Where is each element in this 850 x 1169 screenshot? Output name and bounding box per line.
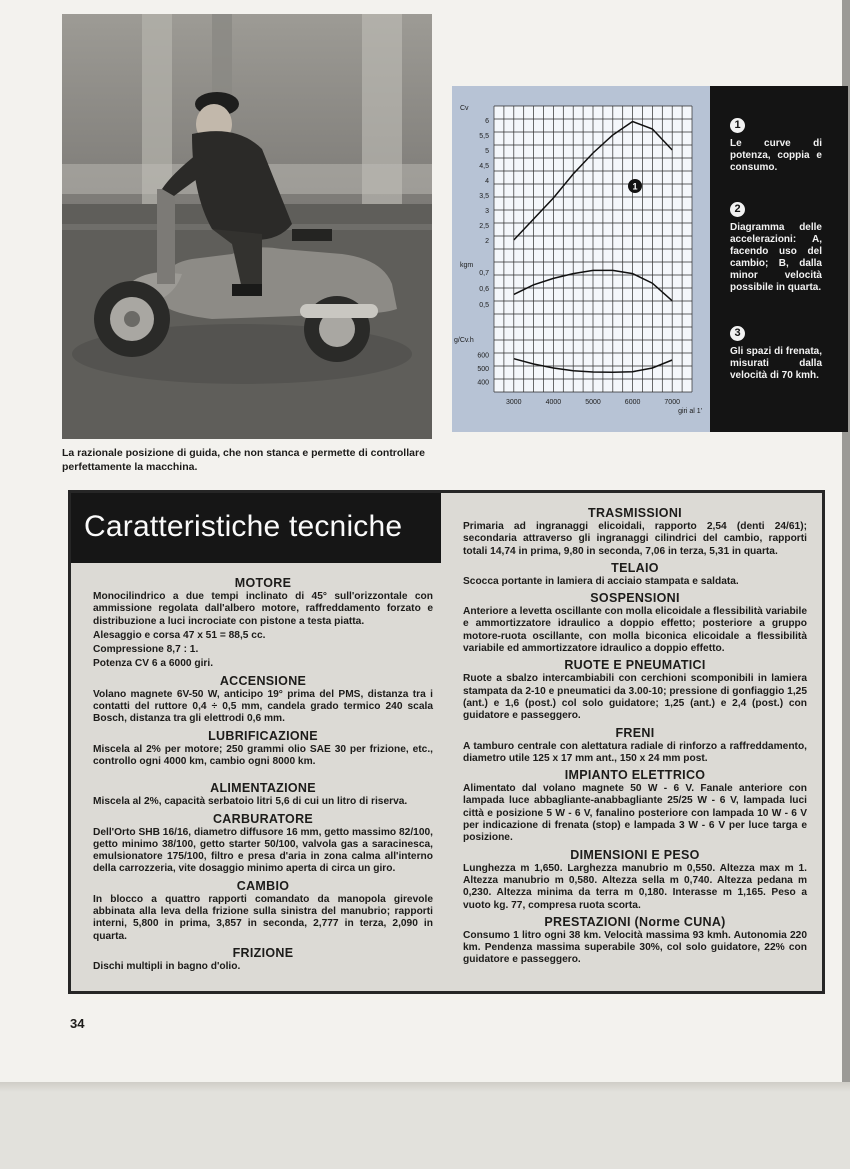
y-tick-label: 4,5 xyxy=(479,163,489,170)
telaio-text: Scocca portante in lamiera di acciaio stampata e saldata. xyxy=(463,575,739,587)
section-heading-freni: FRENI xyxy=(615,725,655,740)
frizione-text: Dischi multipli in bagno d'olio. xyxy=(93,960,241,972)
alimentazione-text: Miscela al 2%, capacità serbatoio litri 5,6 di cui un litro di riserva. xyxy=(93,796,408,808)
curve-marker-label: 1 xyxy=(632,181,638,192)
specs-right-column xyxy=(463,503,807,969)
y-tick-label: 400 xyxy=(477,379,489,387)
note-text: Diagramma delle accelerazioni: A, facendo uso del cambio; B, dalla minor velocità possibile in quarta. xyxy=(730,222,822,293)
section-heading-sospensioni: SOSPENSIONI xyxy=(590,591,680,606)
y-tick-label: 5,5 xyxy=(479,133,489,140)
section-heading-prestazioni: PRESTAZIONI (Norme CUNA) xyxy=(544,914,726,929)
note-2 xyxy=(730,202,822,294)
specs-left-column xyxy=(93,573,433,975)
y-axis-label: Cv xyxy=(460,105,469,112)
specs-title: Caratteristiche tecniche xyxy=(84,510,403,543)
lubrificazione-text: Miscela al 2% per motore; 250 grammi olio SAE 30 per frizione, etc., controllo ogni 4000 km, cambio ogni 8000 km. xyxy=(93,743,433,767)
notes-panel xyxy=(710,86,848,432)
section-heading-frizione: FRIZIONE xyxy=(232,945,294,960)
freni-text: A tamburo centrale con alettatura radiale di rinforzo a raffreddamento, diametro utile 125 x 17 mm ant., 150 x 24 mm post. xyxy=(463,740,807,764)
section-heading-dimensioni: DIMENSIONI E PESO xyxy=(570,847,700,862)
motore-compressione: Compressione 8,7 : 1. xyxy=(93,644,199,656)
section-heading-accensione: ACCENSIONE xyxy=(219,673,307,688)
motore-potenza: Potenza CV 6 a 6000 giri. xyxy=(93,658,214,670)
x-tick-label: 7000 xyxy=(664,399,680,406)
y-axis-label: kgm xyxy=(460,262,474,269)
y-tick-label: 4 xyxy=(485,178,489,185)
y-tick-label: 0,7 xyxy=(479,270,489,277)
y-tick-label: 0,5 xyxy=(479,302,489,309)
section-heading-ruote: RUOTE E PNEUMATICI xyxy=(564,658,706,673)
specs-title-bar xyxy=(71,493,441,563)
impianto-text: Alimentato dal volano magnete 50 W - 6 V. Fanale anteriore con lampada luce abbagliante-anabbagliante 25/25 W - 6 V, lampada luci città e posizione 5 W - 6 V, fanalino posteriore con lampada 10 W - 6 V per indicazione di frenata (stop) e lampada 3 W - 6 V per luce targa e posizione. xyxy=(463,783,807,844)
section-heading-cambio: CAMBIO xyxy=(236,878,290,893)
specs-box xyxy=(68,490,825,994)
y-tick-label: 6 xyxy=(485,118,489,125)
y-axis-label: g/Cv.h xyxy=(454,337,474,344)
x-tick-label: 4000 xyxy=(545,399,562,406)
page-number: 34 xyxy=(70,1016,85,1031)
y-tick-label: 3 xyxy=(485,208,489,215)
y-tick-label: 600 xyxy=(477,352,489,360)
cambio-text: In blocco a quattro rapporti comandato da manopola girevole abbinata alla leva della frizione sulla sinistra del manubrio; rapporti interni, 5,800 in prima, 3,857 in seconda, 2,777 in terza, 2,090 in quarta. xyxy=(93,893,433,942)
dimensioni-text: Lunghezza m 1,650. Larghezza manubrio m 0,550. Altezza max m 1. Altezza manubrio m 0,580. Altezza sella m 0,740. Altezza pedana m 0,230. Altezza minima da terra m 0,180. Interasse m 1,165. Peso a vuoto kg. 77, compresa ruota scorta. xyxy=(463,862,807,911)
performance-chart xyxy=(452,86,710,432)
y-tick-label: 2,5 xyxy=(479,223,489,230)
section-heading-alimentazione: ALIMENTAZIONE xyxy=(210,781,316,796)
note-number: 1 xyxy=(730,118,745,133)
motore-text: Monocilindrico a due tempi inclinato di 45° sull'orizzontale con ammissione regolata dall'albero motore, raffreddamento forzato e distribuzione a luci incrociate con pistone a testa piatta. xyxy=(93,591,433,627)
carburatore-text: Dell'Orto SHB 16/16, diametro diffusore 16 mm, getto massimo 82/100, getto minimo 38/100, getto starter 50/100, valvola gas a saracinesca, emulsionatore 175/100, filtro e presa d'aria in zona calma all'interno della carrozzeria, vite dosaggio minimo aperta di circa un giro. xyxy=(93,826,433,875)
section-heading-carburatore: CARBURATORE xyxy=(212,811,314,826)
x-tick-label: 3000 xyxy=(506,399,522,406)
note-text: Gli spazi di frenata, misurati dalla velocità di 70 kmh. xyxy=(730,346,822,381)
section-heading-lubrificazione: LUBRIFICAZIONE xyxy=(208,728,318,743)
note-number: 3 xyxy=(730,326,745,341)
y-tick-label: 0,6 xyxy=(479,286,489,293)
accensione-text: Volano magnete 6V-50 W, anticipo 19° prima del PMS, distanza tra i contatti del ruttore 0,4 ÷ 0,5 mm, candela grado termico 240 scala Bosch, distanza tra gli elettrodi 0,6 mm. xyxy=(93,688,433,725)
y-tick-label: 5 xyxy=(485,148,489,155)
section-heading-telaio: TELAIO xyxy=(611,560,659,575)
x-axis-label: giri al 1' xyxy=(678,408,702,415)
trasmissioni-text: Primaria ad ingranaggi elicoidali, rapporto 2,54 (denti 24/61); secondaria attraverso gli ingranaggi cilindrici del cambio, rapporti totali 14,74 in prima, 9,80 in seconda, 7,06 in terza, 5,31 in quarta. xyxy=(463,521,807,557)
x-tick-label: 5000 xyxy=(585,399,601,406)
y-tick-label: 2 xyxy=(485,238,489,245)
motore-alesaggio: Alesaggio e corsa 47 x 51 = 88,5 cc. xyxy=(93,629,266,641)
section-heading-trasmissioni: TRASMISSIONI xyxy=(588,506,682,520)
scooter-photo xyxy=(62,14,432,439)
note-text: Le curve di potenza, coppia e consumo. xyxy=(730,138,822,173)
prestazioni-text: Consumo 1 litro ogni 38 km. Velocità massima 93 kmh. Autonomia 220 km. Pendenza massima superabile 30%, col solo guidatore, 22% con guidatore e passeggero. xyxy=(463,929,807,966)
section-heading-motore: MOTORE xyxy=(234,576,292,590)
y-tick-label: 3,5 xyxy=(479,193,489,200)
photo-caption: La razionale posizione di guida, che non stanca e permette di controllare perfettamente la macchina. xyxy=(62,447,425,473)
note-number: 2 xyxy=(730,202,745,217)
note-3 xyxy=(730,326,822,382)
section-heading-impianto: IMPIANTO ELETTRICO xyxy=(564,768,706,783)
note-1 xyxy=(730,118,822,174)
ruote-text: Ruote a sbalzo intercambiabili con cerchioni scomponibili in lamiera stampata da 2-10 e pneumatici da 3.00-10; pressione di gonfiaggio 1,25 (ant.) e 1,6 (post.) col solo guidatore; 1,25 (ant.) e 2,4 (post.) con guidatore e passeggero. xyxy=(463,673,807,722)
y-tick-label: 500 xyxy=(477,366,489,373)
page-edge xyxy=(0,1082,850,1092)
x-tick-label: 6000 xyxy=(624,399,641,406)
sospensioni-text: Anteriore a levetta oscillante con molla elicoidale a flessibilità variabile e ammortizzatore idraulico a doppio effetto; posteriore a gruppo motore-ruota oscillante, con molla biconica elicoidale a flessibilità variabile ed ammortizzatore idraulico a doppio effetto. xyxy=(463,606,807,655)
